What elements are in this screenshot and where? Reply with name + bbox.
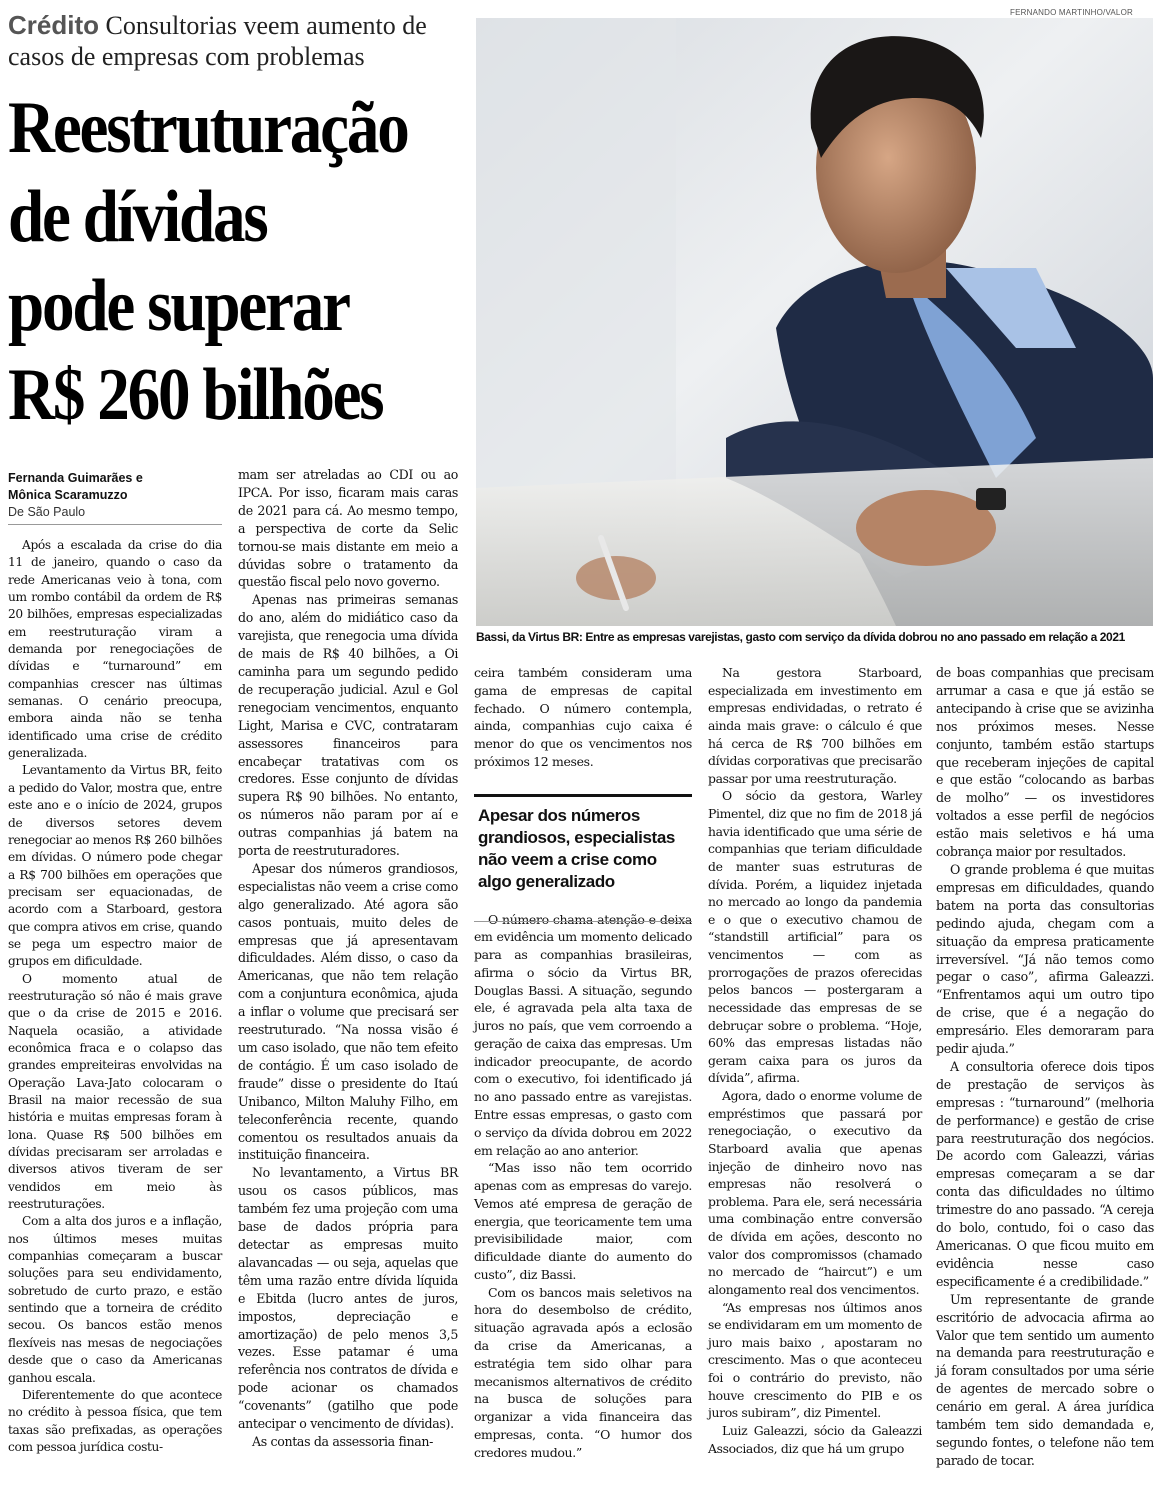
paragraph: “As empresas nos últimos anos se endividaram em um momento de juro mais baixo , apostaram no crescimento. Mas o que aconteceu foi o contrário do previsto, não houve crescimento do PIB e os juros subiram”, diz Pimentel. <box>708 1299 922 1421</box>
caption-lead: Bassi, da Virtus BR: <box>476 630 583 644</box>
article-column-4 <box>708 664 922 1457</box>
dateline: De São Paulo <box>8 505 86 519</box>
article-kicker <box>8 10 468 72</box>
caption-text: Entre as empresas varejistas, gasto com serviço da dívida dobrou no ano passado em relação a 2021 <box>585 630 1125 644</box>
byline <box>8 470 222 521</box>
headline-line: R$ 260 bilhões <box>8 354 383 436</box>
paragraph: O sócio da gestora, Warley Pimentel, diz que no fim de 2018 já havia identificado que uma série de companhias que teriam dificuldade de manter suas estruturas de dívida. Porém, a liquidez injetada no mercado ao longo da pandemia e o que o executivo chamou de “standstill artificial” para os vencimentos — com as prorrogações de prazos oferecidas pelos bancos — postergaram a necessidade das empresas de se debruçar sobre o problema. “Hoje, 60% das empresas listadas não geram caixa para os juros da dívida”, afirma. <box>708 788 922 1086</box>
paragraph: Luiz Galeazzi, sócio da Galeazzi Associados, diz que há um grupo <box>708 1422 922 1456</box>
kicker-text: Consultorias veem aumento de casos de empresas com problemas <box>8 11 427 71</box>
pull-quote <box>474 794 692 922</box>
paragraph: O momento atual de reestruturação só não é mais grave que o da crise de 2015 e 2016. Naquela ocasião, a atividade econômica fraca e o colapso das grandes empreiteiras envolvidas na Operação Lava-Jato colocaram o Brasil na maior recessão de sua história e muitas empresas foram à lona. Quase R$ 500 bilhões em dívidas precisaram ser arroladas e diversos ativos tiveram de ser vendidos em meio às reestruturações. <box>8 971 222 1212</box>
headline-line: de dívidas <box>8 176 267 258</box>
paragraph: mam ser atreladas ao CDI ou ao IPCA. Por isso, ficaram mais caras de 2021 para cá. Ao mesmo tempo, a perspectiva de corte da Selic tornou-se mais distante em meio a dúvidas sobre o tratamento da questão fiscal pelo novo governo. <box>238 467 458 590</box>
headline-line: pode superar <box>8 265 349 347</box>
article-column-1 <box>8 537 222 1456</box>
paragraph: de boas companhias que precisam arrumar a casa e que já estão se antecipando à crise que se avizinha nos próximos meses. Nesse conjunto, também estão startups que receberam injeções de capital e que estão “colocando as barbas de molho” — os investidores voltados a esse perfil de negócios estão mais seletivos e há uma cobrança maior por resultados. <box>936 665 1154 860</box>
author-names: Fernanda Guimarães e <box>8 471 143 485</box>
paragraph: Apesar dos números grandiosos, especialistas não veem a crise como algo generalizado. Até agora são casos pontuais, muito deles de empresas que já apresentavam dificuldades. Além disso, o caso da Americanas, que não tem relação com a conjuntura econômica, ajuda a inflar o volume que precisará ser reestruturado. “Na nossa visão é um caso isolado, que não tem efeito de contágio. É um caso isolado de fraude” disse o presidente do Itaú Unibanco, Milton Maluhy Filho, em teleconferência recente, quando comentou os resultados anuais da instituição financeira. <box>238 860 458 1163</box>
paragraph: Após a escalada da crise do dia 11 de janeiro, quando o caso da rede Americanas veio à tona, com um rombo contábil da ordem de R$ 20 bilhões, empresas especializadas em reestruturação viram a demanda por renegociações de dívidas e “turnaround” em companhias crescer nas últimas semanas. O cenário preocupa, embora ainda não se tenha identificado uma crise de crédito generalizada. <box>8 538 222 761</box>
paragraph: Levantamento da Virtus BR, feito a pedido do Valor, mostra que, entre este ano e o início de 2024, grupos de diversos setores devem renegociar ao menos R$ 260 bilhões em dívidas. O número pode chegar a R$ 700 bilhões em operações que precisam ser equacionadas, de acordo com a Starboard, gestora que compra ativos em crise, quando se pega um espectro maior de grupos em dificuldade. <box>8 763 222 969</box>
paragraph: As contas da assessoria finan- <box>252 1433 434 1449</box>
paragraph: Agora, dado o enorme volume de empréstimos que passará por renegociação, o executivo da Starboard avalia que apenas injeção de dinheiro novo nas empresas não resolverá o problema. Para ele, será necessária uma combinação entre conversão de dívida em ações, desconto no valor dos compromissos (chamado no mercado de “haircut”) e um alongamento real dos vencimentos. <box>708 1088 922 1297</box>
headline-line: Reestruturação <box>8 87 408 169</box>
article-photo <box>476 18 1153 626</box>
paragraph: Apenas nas primeiras semanas do ano, além do midiático caso da varejista, que renegocia uma dívida de mais de R$ 40 bilhões, a Oi caminha para um segundo pedido de recuperação judicial. Azul e Gol renegociam vencimentos, enquanto Light, Marisa e CVC, contrataram assessores financeiros para encabeçar tratativas com os credores. Esse conjunto de dívidas supera R$ 90 bilhões. No entanto, os números não param por aí e outras companhias já batem na porta de reestruturadores. <box>238 592 458 859</box>
paragraph: Na gestora Starboard, especializada em investimento em empresas endividadas, o retrato é ainda mais grave: o cálculo é que há cerca de R$ 700 bilhões em dívidas corporativas que precisarão passar por uma reestruturação. <box>708 665 922 786</box>
section-label: Crédito <box>8 10 99 40</box>
article-column-3 <box>474 664 692 1461</box>
author-names: Mônica Scaramuzzo <box>8 488 128 502</box>
paragraph: Diferentemente do que acontece no crédito à pessoa física, que tem taxas são prefixadas, as operações com pessoa jurídica costu- <box>8 1387 222 1454</box>
paragraph: Um representante de grande escritório de advocacia afirma ao Valor que tem sentido um aumento na demanda para reestruturação e já foram consultados por uma série de agentes de mercado sobre o cenário em geral. A área jurídica também tem sido demandada e, segundo fontes, o telefone não tem parado de tocar. <box>936 1291 1154 1468</box>
paragraph: A consultoria oferece dois tipos de prestação de serviços às empresas : “turnaround” (melhoria de performance) e gestão de crise para reestruturação dos negócios. De acordo com Galeazzi, várias empresas começaram a se dar conta das dificuldades no último trimestre do ano passado. “A cereja do bolo, contudo, foi o caso das Americanas. O que ficou muito em evidência nesse caso especificamente é a credibilidade.” <box>936 1058 1154 1289</box>
byline-divider <box>8 524 222 525</box>
article-column-5 <box>936 664 1154 1470</box>
paragraph: “Mas isso não tem ocorrido apenas com as empresas do varejo. Vemos até empresa de geração de energia, que teoricamente tem uma previsibilidade maior, com dificuldade diante do aumento do custo”, diz Bassi. <box>474 1160 692 1282</box>
pull-quote-text: Apesar dos números grandiosos, especialistas não veem a crise como algo generalizado <box>478 806 675 891</box>
paragraph: No levantamento, a Virtus BR usou os casos públicos, mas também fez uma projeção com uma base de dados própria para detectar as empresas muito alavancadas — ou seja, aquelas que têm uma razão entre dívida líquida e Ebitda (lucro antes de juros, impostos, depreciação e amortização) de pelo menos 3,5 vezes. Esse patamar é uma referência nos contratos de dívida e pode acionar os chamados “covenants” (gatilho que pode antecipar o vencimento de dívidas). <box>238 1165 458 1432</box>
photo-credit: FERNANDO MARTINHO/VALOR <box>1010 8 1133 17</box>
photo-caption <box>476 630 1153 644</box>
paragraph: Com a alta dos juros e a inflação, nos últimos meses muitas companhias começaram a buscar soluções para seu endividamento, sobretudo de curto prazo, e estão sentindo que a torneira de crédito secou. Os bancos estão menos flexíveis nas mesas de negociações desde que o caso da Americanas ganhou escala. <box>8 1214 222 1385</box>
paragraph: Com os bancos mais seletivos na hora do desembolso de crédito, situação agravada após a eclosão da crise da Americanas, a estratégia tem sido olhar para mecanismos alternativos de crédito na busca de soluções para organizar a vida financeira das empresas, conta. “O humor dos credores mudou.” <box>474 1284 692 1460</box>
paragraph: ceira também consideram uma gama de empresas de capital fechado. O número contempla, ainda, companhias cujo caixa é menor do que os vencimentos nos próximos 12 meses. <box>474 665 692 769</box>
article-headline <box>8 84 413 440</box>
paragraph: O grande problema é que muitas empresas em dificuldades, quando batem na porta das consultorias pedindo ajuda, chegam com a situação da empresa praticamente irreversível. “Já não temos como pegar o caso”, afirma Galeazzi. “Enfrentamos aqui um outro tipo de crise, que é a negação do empresário. Eles demoraram para pedir ajuda.” <box>936 861 1154 1057</box>
paragraph: O número chama atenção e deixa em evidência um momento delicado para as companhias brasileiras, afirma o sócio da Virtus BR, Douglas Bassi. A situação, segundo ele, é agravada pela alta taxa de juros no país, que vem corroendo a geração de caixa das empresas. Um indicador preocupante, de acordo com o executivo, foi identificado já no ano passado entre as varejistas. Entre essas empresas, o gasto com o serviço da dívida dobrou em 2022 em relação ao ano anterior. <box>474 911 692 1158</box>
article-column-2 <box>238 466 458 1451</box>
